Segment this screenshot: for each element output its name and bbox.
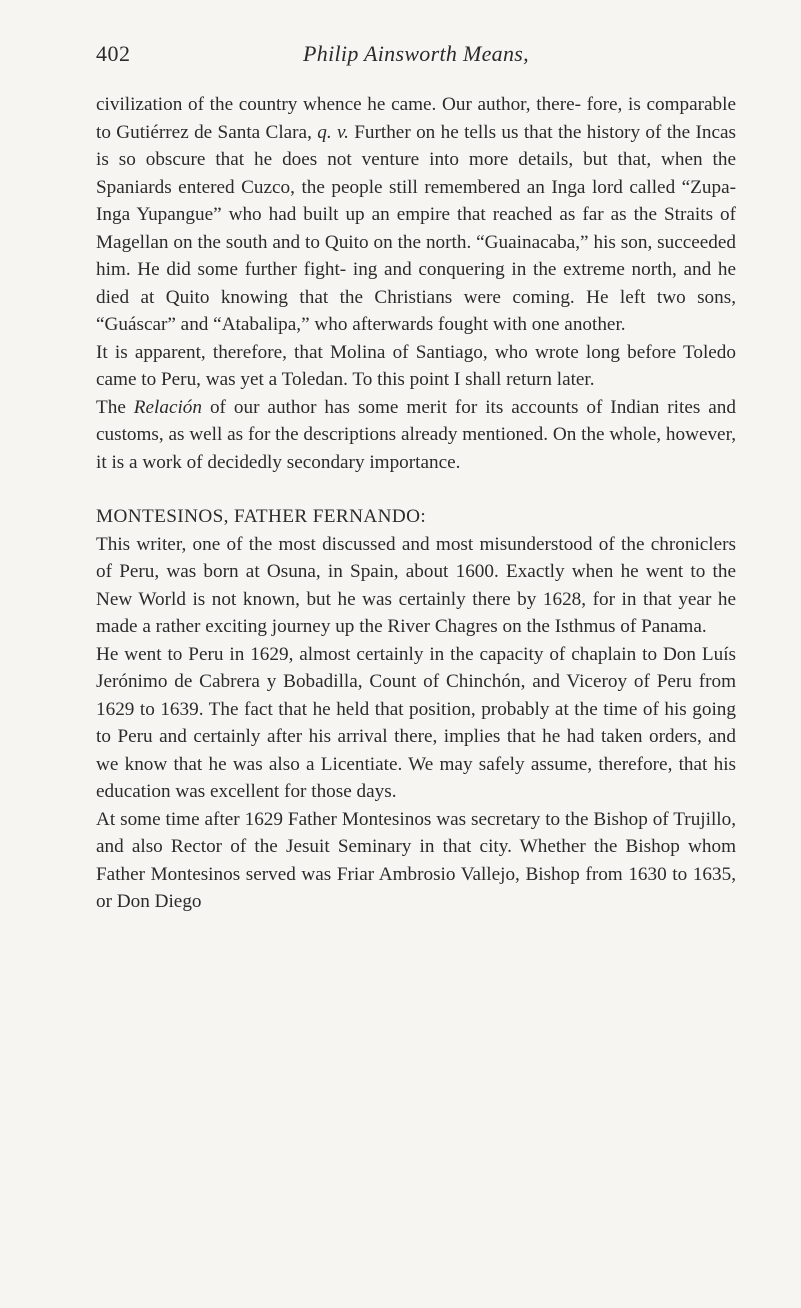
paragraph-3-rest: of our author has some merit for its accounts of Indian rites and customs, as well as for the descriptions already mentioned. On the whole, however, it is a work of decidedly secondary importance. xyxy=(96,396,736,473)
paragraph-3-italic: Relación xyxy=(133,396,202,418)
body-text xyxy=(96,91,736,916)
running-title: Philip Ainsworth Means, xyxy=(303,41,529,66)
section-heading: MONTESINOS, FATHER FERNANDO: xyxy=(96,506,427,527)
paragraph-3 xyxy=(96,394,736,477)
paragraph-1-italic: q. v. xyxy=(317,121,349,143)
paragraph-2: It is apparent, therefore, that Molina of Santiago, who wrote long before Toledo came to Peru, was yet a Toledan. To this point I shall return later. xyxy=(96,341,736,390)
paragraph-3-start: The xyxy=(96,396,134,418)
page-number: 402 xyxy=(96,41,131,66)
paragraph-5: He went to Peru in 1629, almost certainly in the capacity of chaplain to Don Luís Jerónimo de Cabrera y Bobadilla, Count of Chinchón, and Viceroy of Peru from 1629 to 1639. The fact that he held that position, probably at the time of his going to Peru and certainly after his arrival there, implies that he had taken orders, and we know that he was also a Licentiate. We may safely assume, therefore, that his education was excellent for those days. xyxy=(96,643,736,802)
paragraph-1-rest: Further on he tells us that the history of the Incas is so obscure that he does not venture into more details, but that, when the Spaniards entered Cuzco, the people still remembered an Inga lord called “Zupa-Inga Yupangue” who had built up an empire that reached as far as the Straits of Magellan on the south and to Quito on the north. “Guainacaba,” his son, succeeded him. He did some further fight- ing and conquering in the extreme north, and he died at Quito knowing that the Christians were coming. He left two sons, “Guáscar” and “Atabalipa,” who afterwards fought with one another. xyxy=(96,121,737,335)
paragraph-1-text: civilization of the country whence he came. Our author, there- fore, is comparable to Gutiérrez de Santa Clara, xyxy=(96,94,736,143)
paragraph-4: This writer, one of the most discussed and most misunderstood of the chroniclers of Peru, was born at Osuna, in Spain, about 1600. Exactly when he went to the New World is not known, but he was certainly there by 1628, for in that year he made a rather exciting journey up the River Chagres on the Isthmus of Panama. xyxy=(96,533,736,637)
paragraph-1 xyxy=(96,91,736,339)
paragraph-6: At some time after 1629 Father Montesinos was secretary to the Bishop of Trujillo, and also Rector of the Jesuit Seminary in that city. Whether the Bishop whom Father Montesinos served was Friar Ambrosio Vallejo, Bishop from 1630 to 1635, or Don Diego xyxy=(96,808,736,912)
